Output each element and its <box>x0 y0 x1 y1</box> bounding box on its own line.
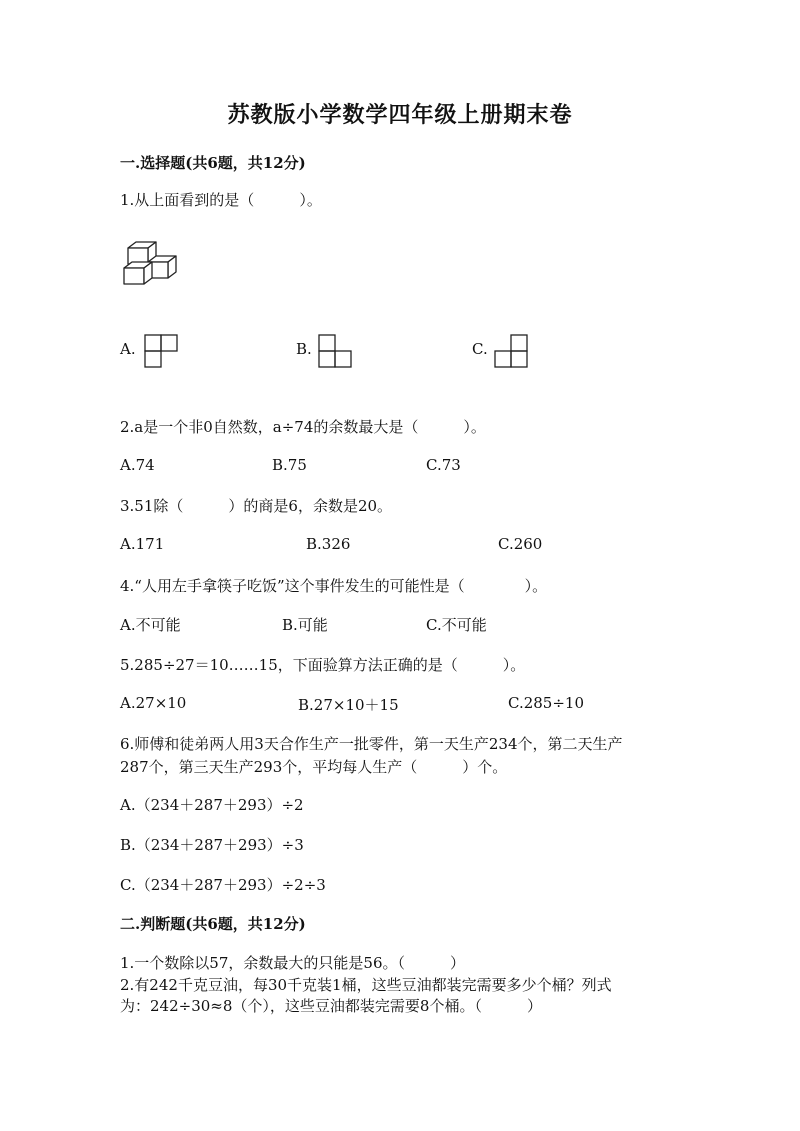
section-heading-choice: 一.选择题(共6题，共12分) <box>120 154 306 172</box>
section-heading-true-false: 二.判断题(共6题，共12分) <box>120 915 306 933</box>
question-3-option-c[interactable]: C.260 <box>498 535 543 553</box>
question-4-text: 4.“人用左手拿筷子吃饭”这个事件发生的可能性是（ ）。 <box>120 577 548 595</box>
question-6-text-line-1: 6.师傅和徒弟两人用3天合作生产一批零件，第一天生产234个，第二天生产 <box>120 735 623 753</box>
question-4-option-a[interactable]: A.不可能 <box>120 616 181 634</box>
question-3-option-a[interactable]: A.171 <box>120 535 165 553</box>
question-1-option-c-label: C. <box>472 340 488 358</box>
question-2-option-a[interactable]: A.74 <box>120 456 155 474</box>
question-1-text: 1.从上面看到的是（ ）。 <box>120 191 322 209</box>
question-3-text: 3.51除（ ）的商是6，余数是20。 <box>120 497 393 515</box>
question-3-option-b[interactable]: B.326 <box>306 535 351 553</box>
judgment-2-text-line-1: 2.有242千克豆油，每30千克装1桶，这些豆油都装完需要多少个桶？列式 <box>120 976 612 994</box>
top-view-option-b[interactable] <box>318 334 352 368</box>
question-6-option-b[interactable]: B.（234＋287＋293）÷3 <box>120 836 304 854</box>
top-view-option-a[interactable] <box>144 334 178 368</box>
question-6-option-a[interactable]: A.（234＋287＋293）÷2 <box>120 796 304 814</box>
question-2-text: 2.a是一个非0自然数，a÷74的余数最大是（ ）。 <box>120 418 486 436</box>
question-1-option-a-label: A. <box>120 340 136 358</box>
question-2-option-c[interactable]: C.73 <box>426 456 461 474</box>
question-5-text: 5.285÷27＝10……15，下面验算方法正确的是（ ）。 <box>120 656 526 674</box>
question-4-option-c[interactable]: C.不可能 <box>426 616 487 634</box>
question-5-option-a[interactable]: A.27×10 <box>120 694 187 712</box>
question-5-option-c[interactable]: C.285÷10 <box>508 694 584 712</box>
question-5-option-b[interactable]: B.27×10＋15 <box>298 696 399 714</box>
question-6-text-line-2: 287个，第三天生产293个，平均每人生产（ ）个。 <box>120 758 508 776</box>
question-1-option-b-label: B. <box>296 340 312 358</box>
page-title: 苏教版小学数学四年级上册期末卷 <box>227 102 573 128</box>
question-6-option-c[interactable]: C.（234＋287＋293）÷2÷3 <box>120 876 326 894</box>
top-view-option-c[interactable] <box>494 334 528 368</box>
judgment-1-text: 1.一个数除以57，余数最大的只能是56。（ ） <box>120 954 465 972</box>
cube-stack-figure <box>120 240 182 290</box>
judgment-2-text-line-2: 为：242÷30≈8（个），这些豆油都装完需要8个桶。（ ） <box>120 997 542 1015</box>
question-4-option-b[interactable]: B.可能 <box>282 616 328 634</box>
question-2-option-b[interactable]: B.75 <box>272 456 307 474</box>
